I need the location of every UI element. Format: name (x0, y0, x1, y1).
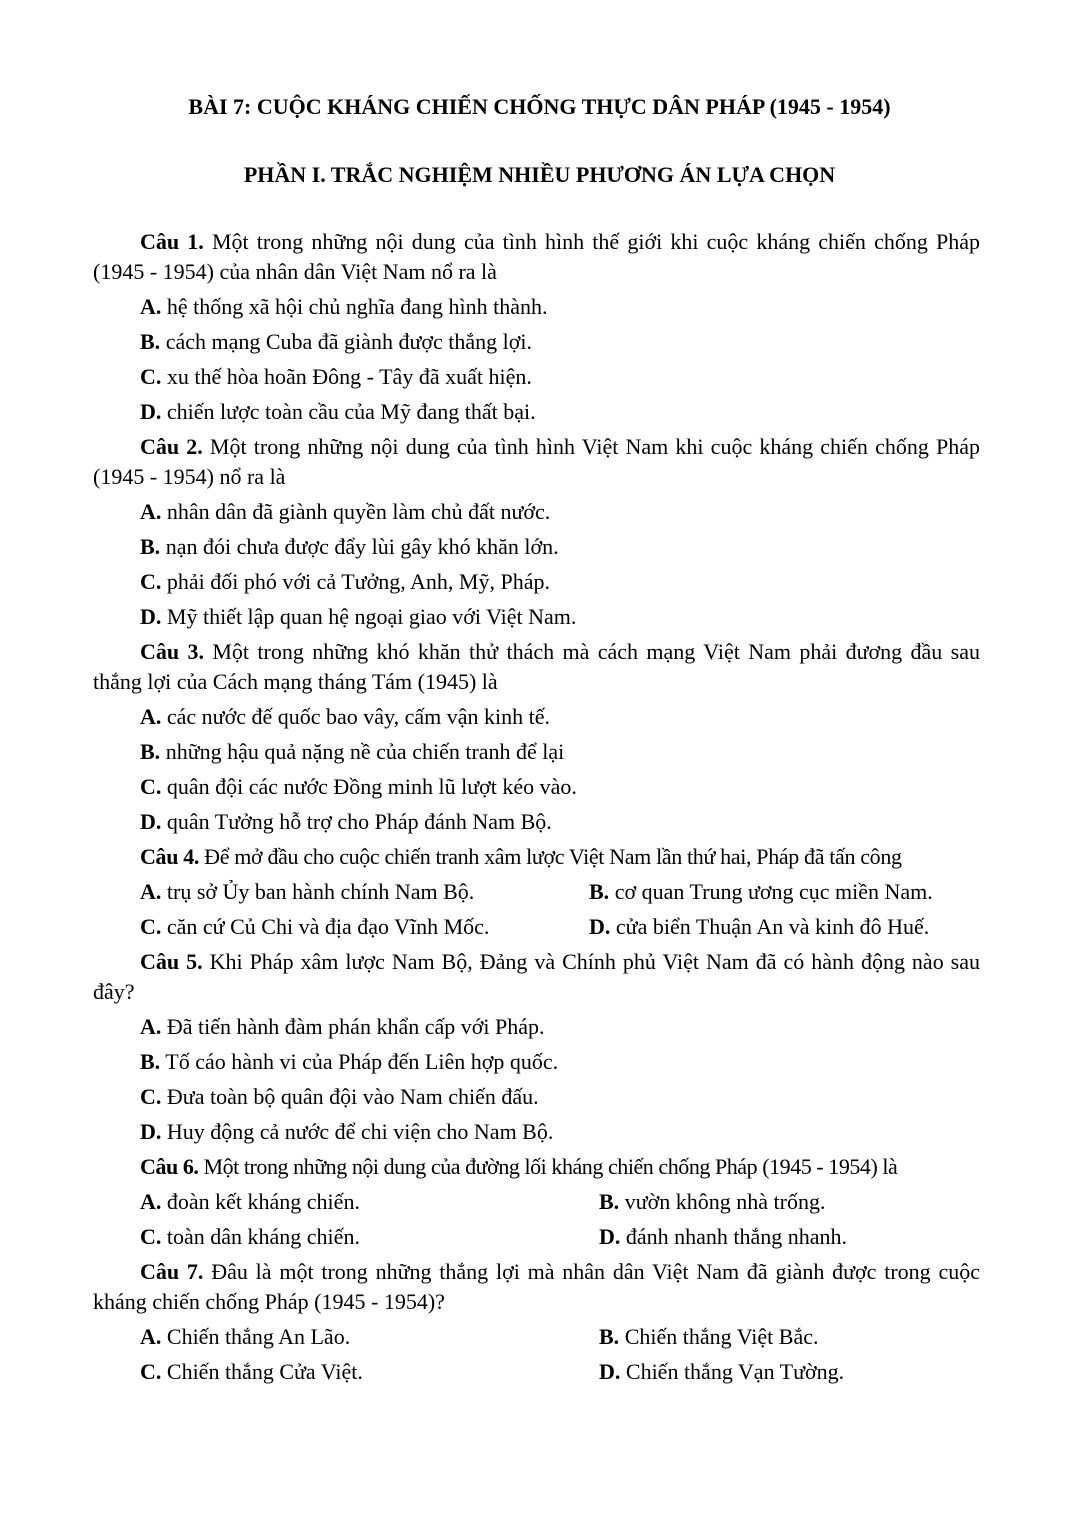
option-text: Đã tiến hành đàm phán khẩn cấp với Pháp. (161, 1014, 545, 1039)
option-letter: B. (599, 1324, 620, 1349)
option-letter: B. (140, 739, 161, 764)
option-letter: C. (140, 914, 162, 939)
option-letter: D. (599, 1359, 621, 1384)
option-letter: B. (140, 329, 161, 354)
question-6 (93, 1152, 980, 1182)
option-text: căn cứ Củ Chi và địa đạo Vĩnh Mốc. (161, 914, 490, 939)
option-letter: D. (140, 399, 162, 424)
question-3 (93, 637, 980, 697)
option-2d (140, 602, 980, 632)
option-7b (599, 1322, 980, 1352)
option-letter: C. (140, 774, 162, 799)
option-4a (140, 877, 589, 907)
option-letter: B. (140, 1049, 161, 1074)
option-text: hệ thống xã hội chủ nghĩa đang hình thành. (161, 294, 548, 319)
question-text: Để mở đầu cho cuộc chiến tranh xâm lược Việt Nam lần thứ hai, Pháp đã tấn công (199, 844, 902, 869)
option-6a (140, 1187, 599, 1217)
question-4 (93, 842, 980, 872)
question-text: Một trong những nội dung của tình hình thế giới khi cuộc kháng chiến chống Pháp (1945 - 1954) của nhân dân Việt Nam nổ ra là (93, 229, 981, 284)
question-1 (93, 227, 980, 287)
option-letter: A. (140, 1324, 162, 1349)
option-letter: A. (140, 879, 162, 904)
option-2a (140, 497, 980, 527)
option-letter: D. (140, 809, 162, 834)
option-letter: B. (140, 534, 161, 559)
question-label: Câu 1. (140, 229, 204, 254)
option-4d (589, 912, 980, 942)
option-text: vườn không nhà trống. (619, 1189, 826, 1214)
option-text: đoàn kết kháng chiến. (161, 1189, 360, 1214)
option-3d (140, 807, 980, 837)
option-text: Huy động cả nước để chi viện cho Nam Bộ. (161, 1119, 554, 1144)
option-text: cơ quan Trung ương cục miền Nam. (609, 879, 933, 904)
option-letter: D. (140, 1119, 162, 1144)
options-row-7cd (140, 1357, 980, 1387)
question-text: Một trong những nội dung của đường lối kháng chiến chống Pháp (1945 - 1954) là (198, 1154, 898, 1179)
option-text: chiến lược toàn cầu của Mỹ đang thất bại. (161, 399, 536, 424)
option-7a (140, 1322, 599, 1352)
option-2b (140, 532, 980, 562)
option-letter: C. (140, 1224, 162, 1249)
option-text: nhân dân đã giành quyền làm chủ đất nước. (161, 499, 551, 524)
option-5a (140, 1012, 980, 1042)
option-text: phải đối phó với cả Tưởng, Anh, Mỹ, Pháp. (161, 569, 550, 594)
option-letter: D. (599, 1224, 621, 1249)
option-5c (140, 1082, 980, 1112)
part-title: PHẦN I. TRẮC NGHIỆM NHIỀU PHƯƠNG ÁN LỰA CHỌN (243, 162, 836, 187)
question-label: Câu 2. (140, 434, 203, 459)
option-text: cửa biển Thuận An và kinh đô Huế. (610, 914, 930, 939)
option-letter: B. (599, 1189, 620, 1214)
option-text: cách mạng Cuba đã giành được thắng lợi. (160, 329, 532, 354)
option-text: Chiến thắng Cửa Việt. (161, 1359, 363, 1384)
question-label: Câu 6. (140, 1154, 199, 1179)
option-6d (599, 1222, 980, 1252)
option-1c (140, 362, 980, 392)
option-text: Chiến thắng An Lão. (161, 1324, 351, 1349)
option-letter: A. (140, 704, 162, 729)
option-text: Chiến thắng Việt Bắc. (619, 1324, 819, 1349)
question-5 (93, 947, 980, 1007)
question-text: Một trong những nội dung của tình hình Việt Nam khi cuộc kháng chiến chống Pháp (1945 - 1954) nổ ra là (93, 434, 981, 489)
question-2 (93, 432, 980, 492)
option-text: quân Tưởng hỗ trợ cho Pháp đánh Nam Bộ. (161, 809, 552, 834)
option-2c (140, 567, 980, 597)
option-text: quân đội các nước Đồng minh lũ lượt kéo vào. (161, 774, 577, 799)
option-text: trụ sở Ủy ban hành chính Nam Bộ. (161, 879, 475, 904)
option-letter: D. (589, 914, 611, 939)
options-row-7ab (140, 1322, 980, 1352)
options-row-6ab (140, 1187, 980, 1217)
option-7c (140, 1357, 599, 1387)
option-text: Chiến thắng Vạn Tường. (620, 1359, 845, 1384)
option-letter: C. (140, 1359, 162, 1384)
option-letter: A. (140, 1014, 162, 1039)
option-4b (589, 877, 980, 907)
option-text: xu thế hòa hoãn Đông - Tây đã xuất hiện. (161, 364, 532, 389)
question-7 (93, 1257, 980, 1317)
options-row-4ab (140, 877, 980, 907)
option-letter: A. (140, 294, 162, 319)
question-label: Câu 7. (140, 1259, 204, 1284)
question-text: Đâu là một trong những thắng lợi mà nhân dân Việt Nam đã giành được trong cuộc kháng chiến chống Pháp (1945 - 1954)? (93, 1259, 980, 1314)
question-text: Một trong những khó khăn thử thách mà cách mạng Việt Nam phải đương đầu sau thắng lợi của Cách mạng tháng Tám (1945) là (93, 639, 980, 694)
option-7d (599, 1357, 980, 1387)
option-text: nạn đói chưa được đẩy lùi gây khó khăn lớn. (160, 534, 559, 559)
option-1a (140, 292, 980, 322)
option-letter: C. (140, 364, 162, 389)
option-letter: A. (140, 1189, 162, 1214)
option-6b (599, 1187, 980, 1217)
question-label: Câu 5. (140, 949, 203, 974)
lesson-title: BÀI 7: CUỘC KHÁNG CHIẾN CHỐNG THỰC DÂN PHÁP (1945 - 1954) (188, 94, 891, 119)
option-3a (140, 702, 980, 732)
question-label: Câu 3. (140, 639, 204, 664)
option-letter: B. (589, 879, 610, 904)
option-letter: C. (140, 1084, 162, 1109)
option-text: những hậu quả nặng nề của chiến tranh để lại (160, 739, 565, 764)
option-4c (140, 912, 589, 942)
option-text: đánh nhanh thắng nhanh. (620, 1224, 848, 1249)
options-row-6cd (140, 1222, 980, 1252)
option-text: Tố cáo hành vi của Pháp đến Liên hợp quốc. (160, 1049, 559, 1074)
option-3b (140, 737, 980, 767)
option-6c (140, 1222, 599, 1252)
option-letter: D. (140, 604, 162, 629)
option-text: Đưa toàn bộ quân đội vào Nam chiến đấu. (161, 1084, 539, 1109)
option-1d (140, 397, 980, 427)
option-letter: A. (140, 499, 162, 524)
option-5d (140, 1117, 980, 1147)
question-text: Khi Pháp xâm lược Nam Bộ, Đảng và Chính phủ Việt Nam đã có hành động nào sau đây? (93, 949, 981, 1004)
option-text: toàn dân kháng chiến. (161, 1224, 360, 1249)
option-text: các nước đế quốc bao vây, cấm vận kinh tế. (161, 704, 551, 729)
option-letter: C. (140, 569, 162, 594)
option-5b (140, 1047, 980, 1077)
option-1b (140, 327, 980, 357)
option-3c (140, 772, 980, 802)
options-row-4cd (140, 912, 980, 942)
option-text: Mỹ thiết lập quan hệ ngoại giao với Việt Nam. (161, 604, 577, 629)
question-label: Câu 4. (140, 844, 200, 869)
